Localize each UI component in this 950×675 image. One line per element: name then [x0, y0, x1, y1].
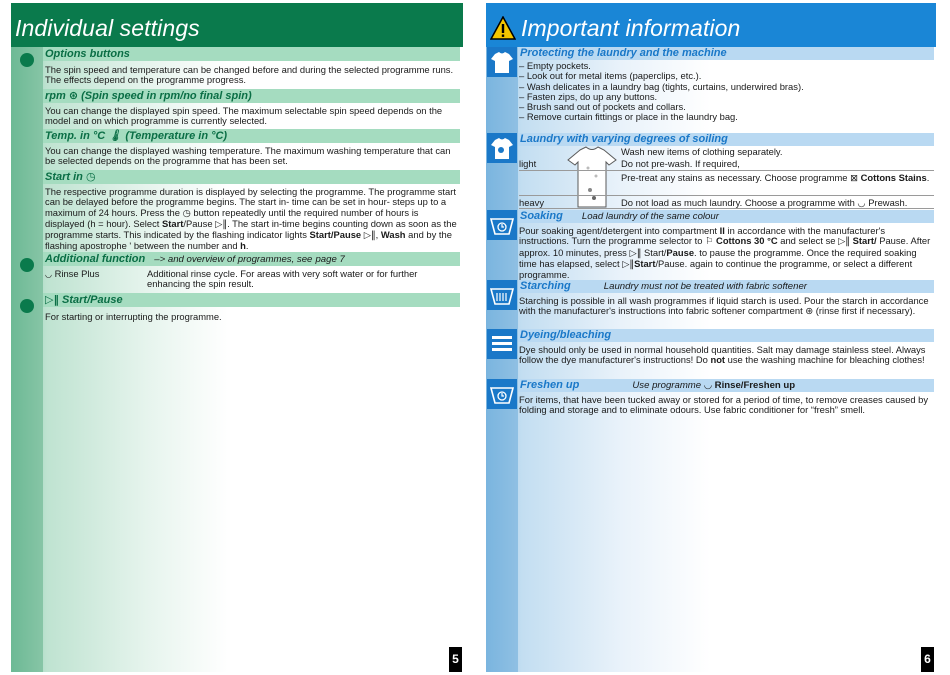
start-pause-icon: ▷‖	[622, 258, 635, 270]
soaking-text-part: Start/	[644, 246, 667, 258]
dyeing-text	[519, 345, 934, 366]
options-buttons-text: The spin speed and temperature can be changed before and during the selected programme runs. The effects depend on the programme progress.	[45, 64, 454, 86]
heavy-text-part: Do not load as much laundry. Choose a programme with	[621, 197, 855, 208]
soiling-row-light	[519, 159, 934, 171]
wash-bold-label: Wash	[380, 229, 406, 241]
light-text: Do not pre-wash. If required,	[621, 158, 740, 169]
soaking-text	[519, 226, 934, 280]
start-pause-bold-label: Start/Pause	[309, 229, 362, 241]
h-bold-label: h	[240, 240, 246, 252]
section-heading-start-in	[43, 170, 460, 184]
cottons-30-label: Cottons 30 °C	[716, 235, 778, 247]
period: .	[926, 172, 930, 183]
freshen-note: Use programme	[632, 380, 702, 391]
start-in-text-part: and by the flashing apostrophe ' between the number and	[45, 229, 452, 252]
starching-note: Laundry must not be treated with fabric softener	[603, 281, 807, 292]
start-pause-icon: ▷‖	[363, 230, 376, 242]
start-pause-text: For starting or interrupting the programme.	[45, 311, 222, 322]
additional-function-label: Additional function	[45, 253, 146, 265]
comma: ,	[375, 229, 379, 241]
clock-icon: ◷	[182, 207, 191, 219]
soaking-text-part: Pause. After approx. 10 minutes, press	[519, 235, 931, 258]
list-item: – Remove curtain fittings or place in the laundry bag.	[519, 111, 738, 123]
temp-text: You can change the displayed washing temperature. The maximum washing temperature that can be selected depends on the programme that has been set.	[45, 145, 451, 167]
rinse-freshen-label: Rinse/Freshen up	[714, 380, 796, 391]
clock-icon: ◷	[85, 170, 96, 183]
temp-label: Temp. in °C	[45, 130, 106, 142]
list-item: – Wash delicates in a laundry bag (tights, curtains, underwired bras).	[519, 80, 804, 92]
heavy-text	[621, 198, 934, 209]
section-heading-soiling: Laundry with varying degrees of soiling	[518, 133, 934, 146]
start-pause-icon: ▷‖	[629, 247, 642, 259]
prewash-icon: ◡	[857, 198, 866, 209]
page-side-stripe	[11, 47, 43, 672]
period: .	[245, 240, 249, 252]
protecting-list	[519, 61, 934, 123]
section-bullet	[20, 299, 34, 313]
list-item: – Empty pockets.	[519, 60, 591, 71]
list-item: – Look out for metal items (paperclips, etc.).	[519, 70, 702, 82]
rinse-plus-row	[45, 268, 457, 290]
start-pause-label: Start/Pause	[62, 294, 123, 306]
warning-icon	[490, 16, 516, 40]
spin-icon: ⊛	[68, 89, 79, 102]
section-heading-start-pause	[43, 293, 460, 307]
soaking-note: Load laundry of the same colour	[581, 211, 719, 222]
page-number: 6	[921, 647, 934, 672]
pause-label: /Pause	[183, 217, 213, 229]
thermometer-icon: 🌡	[108, 129, 123, 142]
start-label: Start	[634, 257, 656, 269]
stain-icon: ⊠	[850, 173, 858, 184]
soaking-text-part: . to pause the programme. Once the required soaking time has elapsed, select	[519, 246, 917, 269]
rinse-plus-label: Rinse Plus	[54, 268, 100, 279]
starching-label: Starching	[520, 280, 571, 292]
starching-text: Starching is possible in all wash programmes if liquid starch is used. Pour the starch in accordance with the manufacturer's instructions into fabric softener compartment ⊛ (rinse first if necessary).	[519, 295, 929, 317]
section-heading-rpm	[43, 89, 460, 103]
not-label: not	[710, 354, 726, 366]
dyeing-text-part: use the washing machine for bleaching clothes!	[727, 354, 925, 366]
stained-shirt-icon	[487, 133, 517, 163]
light-label: light	[519, 158, 537, 169]
prewash-label: Prewash.	[868, 197, 908, 208]
rpm-text: You can change the displayed spin speed. The maximum selectable spin speed depends on the model and on which programme is currently selected.	[45, 105, 443, 127]
page-important-information	[486, 3, 936, 672]
section-heading-temp	[43, 129, 460, 143]
start-in-text-part: button repeatedly until the required number of hours is displayed (h = hour). Select	[45, 206, 419, 229]
page-reference: page 7	[315, 254, 345, 265]
list-item: – Fasten zips, do up any buttons.	[519, 90, 658, 102]
freshen-icon	[487, 379, 517, 409]
soaking-text-part: in accordance with the manufacturer's instructions. Turn the programme selector to	[519, 225, 886, 247]
freshen-text: For items, that have been tucked away or stored for a period of time, to remove creases caused by folding and storage and to eliminate odours. Use fabric conditioner for “fresh” smell.	[519, 394, 929, 416]
section-bullet	[20, 53, 34, 67]
freshen-label: Freshen up	[520, 379, 580, 391]
soaking-icon	[487, 210, 517, 240]
soiling-row-pretreat	[519, 173, 934, 196]
page-title: Individual settings	[11, 3, 463, 47]
section-heading-starching	[518, 280, 934, 293]
section-bullet	[20, 258, 34, 272]
section-heading-freshen-up	[518, 379, 934, 392]
additional-function-note: –> and overview of programmes, see	[154, 254, 313, 265]
cottons-icon: ⚐	[705, 236, 714, 248]
section-heading-options-buttons: Options buttons	[43, 47, 460, 61]
start-pause-icon: ▷‖	[45, 293, 59, 306]
start-in-label: Start in	[45, 171, 83, 183]
soaking-text-part: Pour soaking agent/detergent into compartment	[519, 225, 718, 236]
pretreat-text	[621, 173, 934, 184]
soiling-intro: Wash new items of clothing separately.	[621, 146, 783, 157]
start-in-text	[45, 187, 457, 252]
soaking-text-part: /Pause. again to continue the programme, or select a different programme.	[519, 257, 913, 281]
soaking-label: Soaking	[520, 210, 563, 222]
start-in-text-part: . The start in-time begins counting down as soon as the programme starts. This indicated by the flashing indicator lights	[45, 217, 457, 241]
start-label: Start/	[852, 235, 877, 247]
dyeing-text-part: Dye should only be used in normal household quantities. Salt may damage stainless steel. Always follow the dye manufacturer's instructions! Do	[519, 344, 926, 366]
temp-heading-suffix: (Temperature in °C)	[125, 130, 228, 142]
rinse-plus-text: Additional rinse cycle. For areas with very soft water or for further enhancing the spin result.	[147, 268, 418, 290]
pretreat-text-part: Pre-treat any stains as necessary. Choose programme	[621, 172, 848, 183]
heavy-label: heavy	[519, 197, 545, 208]
rinse-plus-icon: ◡	[45, 270, 52, 279]
starching-icon	[487, 280, 517, 310]
soiling-row-heavy	[519, 198, 934, 209]
rpm-label: rpm	[45, 90, 66, 102]
rpm-heading-suffix: (Spin speed in rpm/no final spin)	[81, 90, 252, 102]
shirt-icon	[487, 47, 517, 77]
page-title: Important information	[486, 3, 936, 47]
section-heading-protecting: Protecting the laundry and the machine	[518, 47, 934, 60]
rinse-icon: ◡	[704, 380, 712, 391]
start-bold-label: Start	[162, 217, 184, 229]
soaking-text-part: and select se	[780, 235, 836, 247]
start-pause-icon: ▷‖	[838, 236, 850, 248]
section-heading-soaking	[518, 210, 934, 223]
compartment-label: II	[719, 225, 725, 236]
list-item: – Brush sand out of pockets and collars.	[519, 101, 686, 113]
start-in-text-part: The respective programme duration is displayed by selecting the programme. The programme start can be delayed before the programme begins. The start in- time can be set in hour- steps up to a maximum of 24 hours. Press the	[45, 186, 456, 218]
start-pause-icon: ▷‖	[215, 218, 228, 230]
pause-label: Pause	[666, 246, 695, 258]
cottons-stains-label: Cottons Stains	[860, 172, 927, 183]
page-number: 5	[449, 647, 462, 672]
page-individual-settings	[11, 3, 463, 672]
section-heading-additional-function	[43, 252, 460, 266]
section-heading-dyeing: Dyeing/bleaching	[518, 329, 934, 342]
dyeing-icon	[487, 329, 517, 359]
